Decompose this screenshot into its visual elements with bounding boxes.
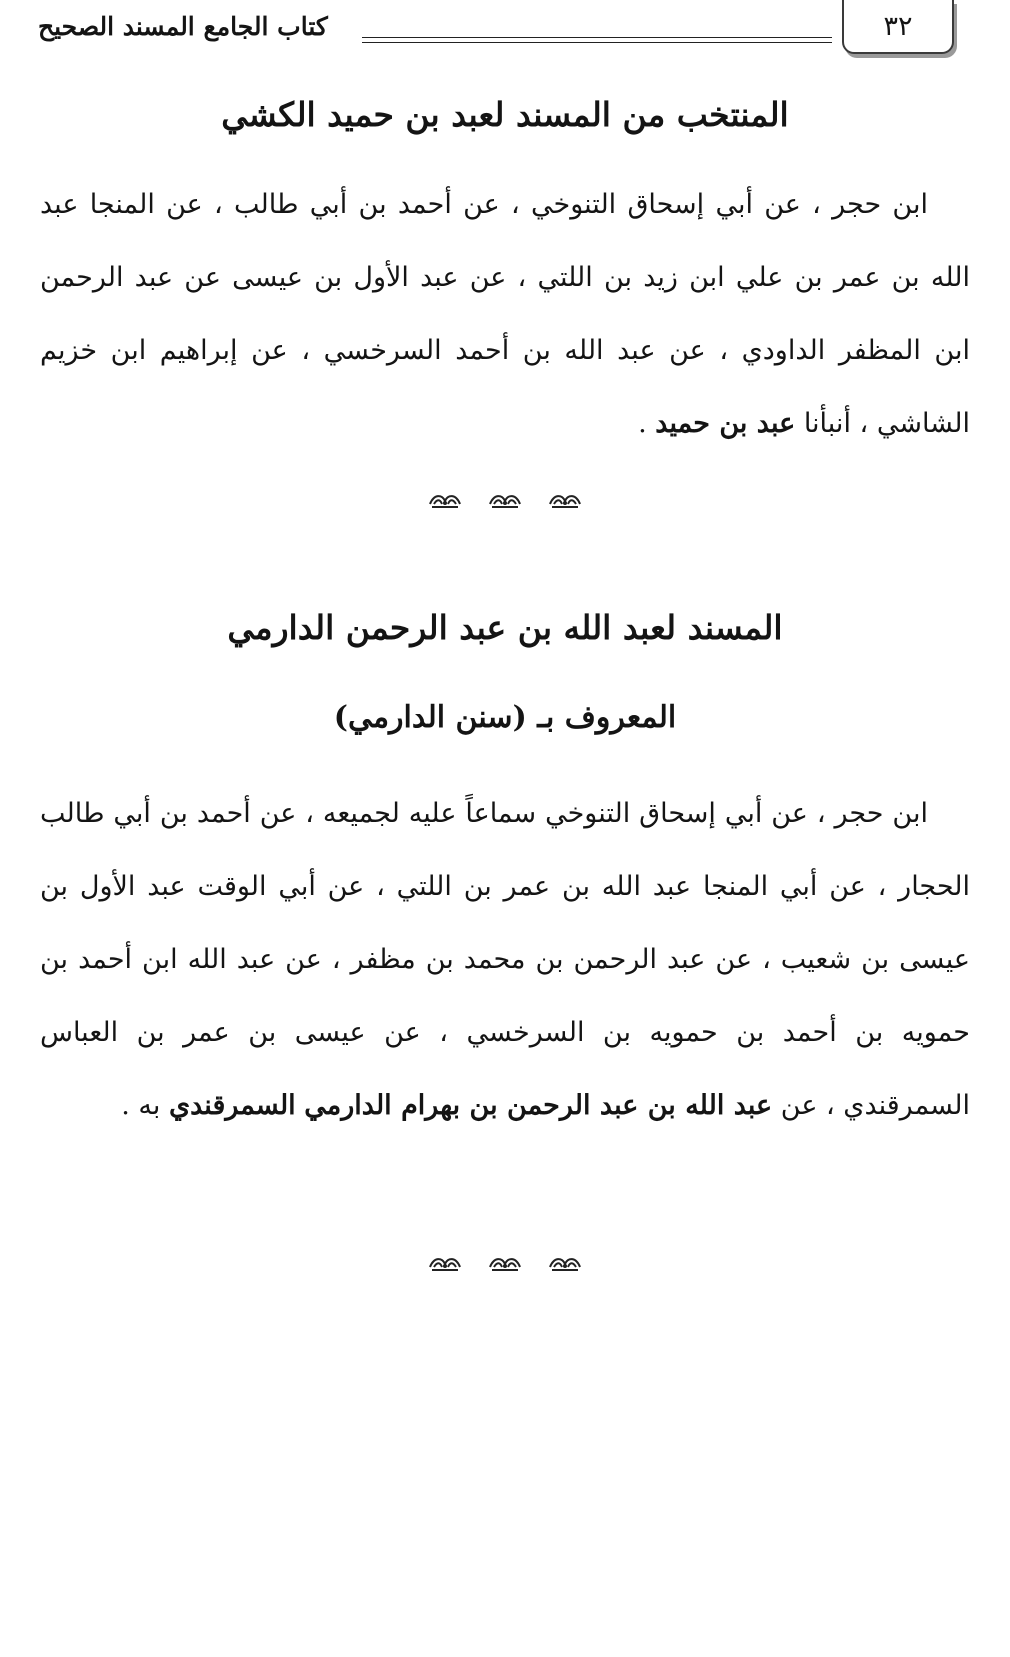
paragraph-line: ابن المظفر الداودي ، عن عبد الله بن أحمد السرخسي ، عن إبراهيم ابن خزيم xyxy=(40,335,970,366)
paragraph-end: به . xyxy=(121,1090,169,1121)
section-subtitle-2: المعروف بـ (سنن الدارمي) xyxy=(333,700,677,735)
floral-ornament-icon xyxy=(488,490,522,512)
header-rule xyxy=(362,37,832,43)
paragraph-line: الله بن عمر بن علي ابن زيد بن اللتي ، عن عبد الأول بن عيسى عن عبد الرحمن xyxy=(40,262,970,293)
section-1-paragraph xyxy=(40,168,970,460)
floral-ornament-icon xyxy=(428,1253,462,1275)
paragraph-line: طالب الحجار ، عن أبي المنجا عبد الله بن عمر بن اللتي ، عن أبي الوقت xyxy=(40,798,971,902)
ornament-divider-2 xyxy=(0,1253,1010,1275)
paragraph-line: ابن أحمد بن حمويه بن أحمد بن حمويه بن السرخسي ، عن عيسى بن عمر بن xyxy=(40,944,970,1048)
floral-ornament-icon xyxy=(548,1253,582,1275)
paragraph-line: عبد الأول بن عيسى بن شعيب ، عن عبد الرحمن بن محمد بن مظفر ، عن عبد الله xyxy=(40,871,970,975)
page-number xyxy=(842,0,954,54)
section-title-1: المنتخب من المسند لعبد بن حميد الكشي xyxy=(221,95,789,134)
page-header xyxy=(0,0,1010,70)
paragraph-line: ابن حجر ، عن أبي إسحاق التنوخي سماعاً عليه لجميعه ، عن أحمد بن أبي xyxy=(113,798,928,829)
bold-name: عبد بن حميد xyxy=(655,408,796,439)
bold-name: السمرقندي xyxy=(168,1090,296,1121)
floral-ornament-icon xyxy=(488,1253,522,1275)
ornament-divider-1 xyxy=(0,490,1010,512)
paragraph-end: . xyxy=(638,408,656,439)
section-2-paragraph xyxy=(40,777,970,1142)
floral-ornament-icon xyxy=(548,490,582,512)
paragraph-line: ابن حجر ، عن أبي إسحاق التنوخي ، عن أحمد بن أبي طالب ، عن المنجا عبد xyxy=(40,189,928,220)
running-head: كتاب الجامع المسند الصحيح xyxy=(38,12,328,41)
floral-ornament-icon xyxy=(428,490,462,512)
section-title-2: المسند لعبد الله بن عبد الرحمن الدارمي xyxy=(227,608,783,647)
paragraph-line: العباس السمرقندي ، عن xyxy=(40,1017,970,1121)
page-number-text: ٣٢ xyxy=(883,10,913,42)
bold-name: عبد الله بن عبد الرحمن بن بهرام الدارمي xyxy=(304,1090,773,1121)
paragraph-line: الشاشي ، أنبأنا xyxy=(803,408,970,439)
